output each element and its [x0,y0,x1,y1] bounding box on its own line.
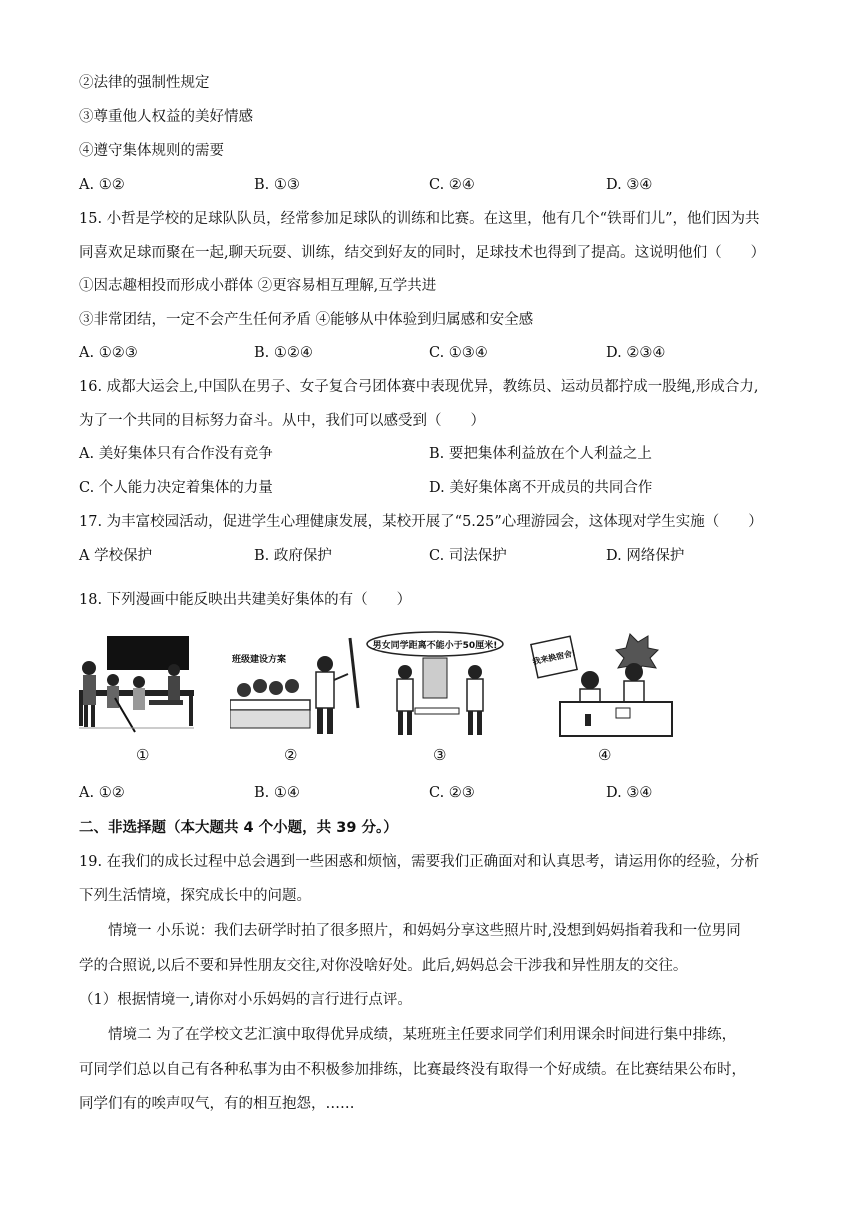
q19-scenario2-line2: 可同学们总以自己有各种私事为由不积极参加排练，比赛最终没有取得一个好成绩。在比赛结果公布时， [79,1062,746,1078]
q15-option-d[interactable]: D. ②③④ [606,345,666,361]
svg-text:班级建设方案: 班级建设方案 [232,655,287,665]
q18-option-c[interactable]: C. ②③ [429,785,475,801]
q15-options [79,342,779,364]
q17-option-b[interactable]: B. 政府保护 [254,548,332,564]
q19-scenario2-line1: 情境二 为了在学校文艺汇演中取得优异成绩，某班班主任要求同学们利用课余时间进行集中排练， [108,1027,737,1043]
section-2-title: 二、非选择题（本大题共 4 个小题，共 39 分。） [79,820,398,836]
comic-3-label: ③ [433,746,447,764]
q15-option-c[interactable]: C. ①③④ [429,345,488,361]
comic-3-image [365,628,505,748]
svg-text:男女同学距离不能小于50厘米!: 男女同学距离不能小于50厘米! [372,641,498,651]
q17-stem: 17. 为丰富校园活动，促进学生心理健康发展，某校开展了“5.25”心理游园会，这体现对学生实施（ ） [79,514,763,530]
q19-scenario1-line2: 学的合照说,以后不要和异性朋友交往,对你没啥好处。此后,妈妈总会干涉我和异性朋友的交往。 [79,958,688,974]
q15-items-line2: ③非常团结，一定不会产生任何矛盾 ④能够从中体验到归属感和安全感 [79,312,534,328]
q18-stem: 18. 下列漫画中能反映出共建美好集体的有（ ） [79,592,412,608]
q14-options [79,174,779,196]
q16-stem-line1: 16. 成都大运会上,中国队在男子、女子复合弓团体赛中表现优异，教练员、运动员都拧成一股绳,形成合力, [79,379,759,395]
q19-stem-line1: 19. 在我们的成长过程中总会遇到一些困惑和烦恼，需要我们正确面对和认真思考，请运用你的经验，分析 [79,854,760,870]
q14-option-c[interactable]: C. ②④ [429,177,475,193]
q15-option-a[interactable]: A. ①②③ [79,345,138,361]
q17-option-a[interactable]: A 学校保护 [79,548,153,564]
q19-subquestion-1: （1）根据情境一,请你对小乐妈妈的言行进行点评。 [79,992,412,1008]
q14-option-a[interactable]: A. ①② [79,177,125,193]
q16-options-row2 [79,477,779,499]
q17-option-d[interactable]: D. 网络保护 [606,548,685,564]
q15-items-line1: ①因志趣相投而形成小群体 ②更容易相互理解,互学共进 [79,278,437,294]
comic-2-image [230,628,360,748]
comic-4-label: ④ [598,746,612,764]
q14-option-d[interactable]: D. ③④ [606,177,653,193]
comic-1-label: ① [136,746,150,764]
q17-options [79,545,779,567]
q14-item-2: ②法律的强制性规定 [79,75,210,91]
q18-option-a[interactable]: A. ①② [79,785,125,801]
q14-item-3: ③尊重他人权益的美好情感 [79,109,253,125]
q19-scenario1-line1: 情境一 小乐说：我们去研学时拍了很多照片，和妈妈分享这些照片时,没想到妈妈指着我和一位男同 [108,923,741,939]
q15-stem-line1: 15. 小哲是学校的足球队队员，经常参加足球队的训练和比赛。在这里，他有几个“铁哥们儿”，他们因为共 [79,211,760,227]
q16-option-b[interactable]: B. 要把集体利益放在个人利益之上 [429,446,652,462]
q16-option-a[interactable]: A. 美好集体只有合作没有竞争 [79,446,273,462]
q15-stem-line2: 同喜欢足球而聚在一起,聊天玩耍、训练，结交到好友的同时，足球技术也得到了提高。这说明他们（ ） [79,245,766,261]
q18-option-d[interactable]: D. ③④ [606,785,653,801]
q16-stem-line2: 为了一个共同的目标努力奋斗。从中，我们可以感受到（ ） [79,413,485,429]
q16-option-d[interactable]: D. 美好集体离不开成员的共同合作 [429,480,653,496]
q16-options-row1 [79,443,779,465]
q19-scenario2-line3: 同学们有的唉声叹气，有的相互抱怨，…… [79,1096,355,1112]
comic-4-image [530,628,680,748]
q18-option-b[interactable]: B. ①④ [254,785,300,801]
q16-option-c[interactable]: C. 个人能力决定着集体的力量 [79,480,273,496]
comic-1-image [79,628,194,748]
q19-stem-line2: 下列生活情境，探究成长中的问题。 [79,888,311,904]
q18-options [79,782,779,804]
q14-item-4: ④遵守集体规则的需要 [79,143,224,159]
q14-option-b[interactable]: B. ①③ [254,177,300,193]
q15-option-b[interactable]: B. ①②④ [254,345,313,361]
q17-option-c[interactable]: C. 司法保护 [429,548,507,564]
comic-2-label: ② [284,746,298,764]
svg-text:我来换宿舍!: 我来换宿舍! [531,648,577,667]
